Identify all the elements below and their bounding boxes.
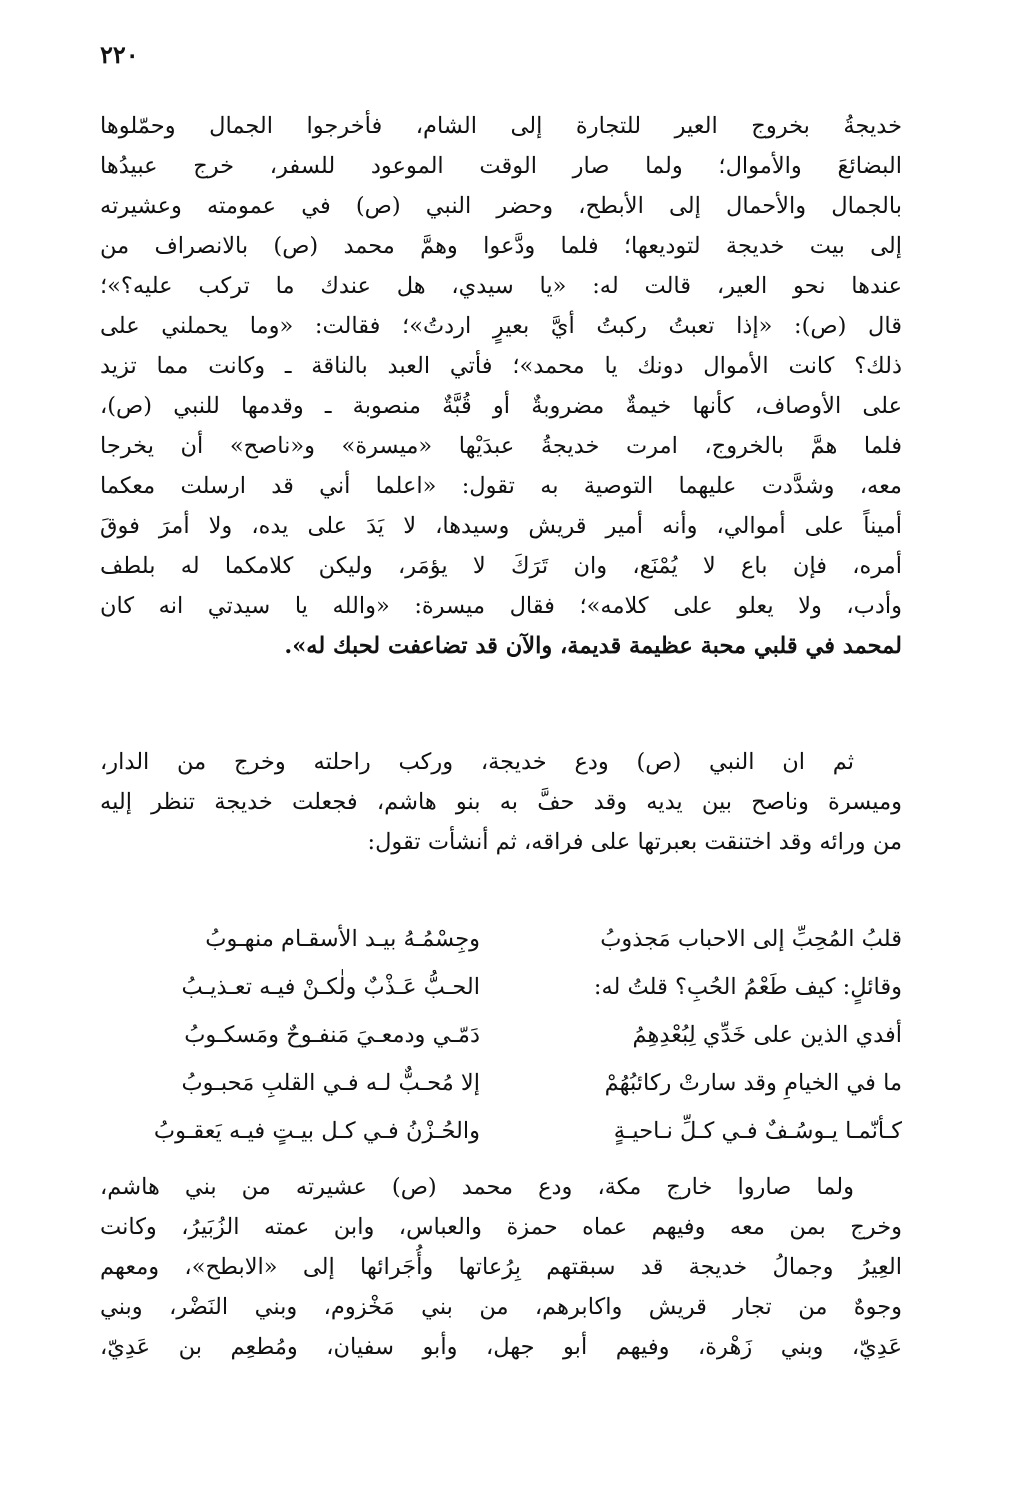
poem-verse — [100, 963, 902, 1011]
text-line: وميسرة وناصح بين يديه وقد حفَّ به بنو هاشم، فجعلت خديجة تنظر إليه — [100, 789, 902, 815]
text-line: معه، وشدَّدت عليهما التوصية به تقول: «اعلما أني قد ارسلت معكما — [100, 473, 902, 499]
text-line: قال (ص): «إذا تعبتُ ركبتُ أيَّ بعيرٍ اردتُ»؛ فقالت: «وما يحملني على — [100, 313, 902, 339]
verse-second-hemistich: دَمّـي ودمعـيَ مَنفـوحٌ ومَسكـوبُ — [184, 1022, 480, 1048]
text-line: بالجمال والأحمال إلى الأبطح، وحضر النبي (ص) في عمومته وعشيرته — [100, 193, 902, 219]
text-line: البضائعَ والأموال؛ ولما صار الوقت الموعود للسفر، خرج عبيدُها — [100, 153, 902, 179]
text-line: ذلك؟ كانت الأموال دونك يا محمد»؛ فأتي العبد بالناقة ـ وكانت مما تزيد — [100, 353, 902, 379]
paragraph-1 — [100, 106, 902, 666]
verse-first-hemistich: قلبُ المُحِبِّ إلى الاحباب مَجذوبُ — [600, 926, 902, 952]
text-line: وخرج بمن معه وفيهم عماه حمزة والعباس، وابن عمته الزُبَيرُ، وكانت — [100, 1214, 902, 1240]
text-line: أمره، فإن باع لا يُمْنَع، وان تَرَكَ لا يؤمَر، وليكن كلامكما له بلطف — [100, 553, 902, 579]
verse-second-hemistich: الحـبُّ عَـذْبٌ ولٰكـنْ فيـه تعـذيـبُ — [181, 974, 480, 1000]
poem — [100, 915, 902, 1155]
verse-second-hemistich: إلا مُحـبٌّ لـه فـي القلبِ مَحبـوبُ — [181, 1070, 480, 1096]
text-line: وجوهٌ من تجار قريش واكابرهم، من بني مَخْزوم، وبني النَضْر، وبني — [100, 1294, 902, 1320]
text-line: أميناً على أموالي، وأنه أمير قريش وسيدها، لا يَدَ على يده، ولا أمرَ فوقَ — [100, 513, 902, 539]
verse-first-hemistich: أفدي الذين على خَدِّي لِبُعْدِهِمُ — [632, 1022, 902, 1048]
poem-verse — [100, 1059, 902, 1107]
verse-first-hemistich: وقائلٍ: كيف طَعْمُ الحُبِ؟ قلتُ له: — [593, 974, 902, 1000]
verse-first-hemistich: ما في الخيامِ وقد سارتْ ركائبُهُمْ — [604, 1070, 902, 1096]
poem-verse — [100, 915, 902, 963]
text-line: عندها نحو العير، قالت له: «يا سيدي، هل عندك ما تركب عليه؟»؛ — [100, 273, 902, 299]
page-number: ٢٢٠ — [100, 40, 139, 69]
text-line: وأدب، ولا يعلو على كلامه»؛ فقال ميسرة: «والله يا سيدتي انه كان — [100, 593, 902, 619]
paragraph-3 — [100, 1167, 902, 1367]
text-line: من ورائه وقد اختنقت بعبرتها على فراقه، ثم أنشأت تقول: — [367, 829, 902, 855]
text-line: عَدِيّ، وبني زَهْرة، وفيهم أبو جهل، وأبو سفيان، ومُطعِم بن عَدِيّ، — [100, 1334, 902, 1360]
verse-first-hemistich: كـأنّمـا يـوسُـفٌ فـي كـلِّ نـاحيـةٍ — [613, 1118, 902, 1144]
poem-verse — [100, 1011, 902, 1059]
text-line: إلى بيت خديجة لتوديعها؛ فلما ودَّعوا وهمَّ محمد (ص) بالانصراف من — [100, 233, 902, 259]
text-line: العِيرُ وجمالُ خديجة قد سبقتهم بِرُعاتها وأُجَرائها إلى «الابطح»، ومعهم — [100, 1254, 902, 1280]
poem-verse — [100, 1107, 902, 1155]
text-line: ولما صاروا خارج مكة، ودع محمد (ص) عشيرته من بني هاشم، — [100, 1174, 854, 1200]
text-line: ثم ان النبي (ص) ودع خديجة، وركب راحلته وخرج من الدار، — [100, 749, 854, 775]
verse-second-hemistich: وجِسْمُـهُ بيـد الأسقـام منهـوبُ — [205, 926, 480, 952]
text-line: على الأوصاف، كأنها خيمةٌ مضروبةٌ أو قُبَّةٌ منصوبة ـ وقدمها للنبي (ص)، — [100, 393, 902, 419]
paragraph-2 — [100, 742, 902, 862]
verse-second-hemistich: والحُـزْنُ فـي كـل بيـتٍ فيـه يَعقـوبُ — [153, 1118, 480, 1144]
text-line: خديجةُ بخروج العير للتجارة إلى الشام، فأخرجوا الجمال وحمّلوها — [100, 113, 902, 139]
text-line: فلما همَّ بالخروج، امرت خديجةُ عبدَيْها «ميسرة» و«ناصح» أن يخرجا — [100, 433, 902, 459]
text-line: لمحمد في قلبي محبة عظيمة قديمة، والآن قد تضاعفت لحبك له». — [284, 633, 902, 659]
